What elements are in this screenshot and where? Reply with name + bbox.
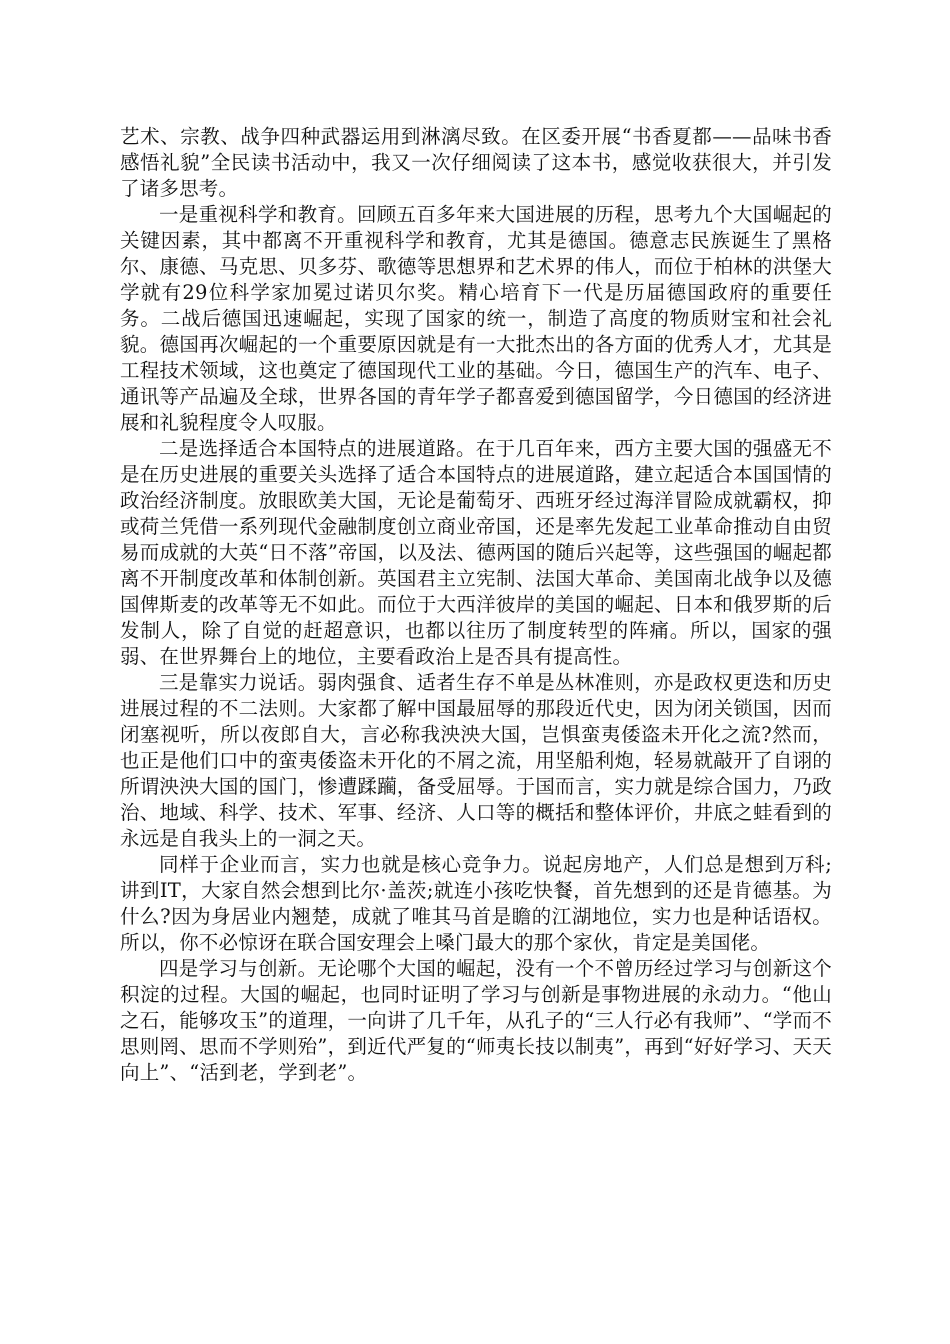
paragraph-enterprise-strength: 同样于企业而言，实力也就是核心竞争力。说起房地产，人们总是想到万科;讲到IT，大家自然会想到比尔·盖茨;就连小孩吃快餐，首先想到的还是肯德基。为什么?因为身居业内翘楚，成就了唯其马首是瞻的江湖地位，实力也是种话语权。所以，你不必惊讶在联合国安理会上嗓门最大的那个家伙，肯定是美国佬。 [120, 853, 832, 954]
document-body [120, 124, 832, 1086]
paragraph-science-education: 一是重视科学和教育。回顾五百多年来大国进展的历程，思考九个大国崛起的关键因素，其中都离不开重视科学和教育，尤其是德国。德意志民族诞生了黑格尔、康德、马克思、贝多芬、歌德等思想界和艺术界的伟人，而位于柏林的洪堡大学就有29位科学家加冕过诺贝尔奖。精心培育下一代是历届德国政府的重要任务。二战后德国迅速崛起，实现了国家的统一，制造了高度的物质财宝和社会礼貌。德国再次崛起的一个重要原因就是有一大批杰出的各方面的优秀人才，尤其是工程技术领域，这也奠定了德国现代工业的基础。今日，德国生产的汽车、电子、通讯等产品遍及全球，世界各国的青年学子都喜爱到德国留学，今日德国的经济进展和礼貌程度令人叹服。 [120, 203, 832, 434]
paragraph-intro-continuation: 艺术、宗教、战争四种武器运用到淋漓尽致。在区委开展“书香夏都——品味书香感悟礼貌”全民读书活动中，我又一次仔细阅读了这本书，感觉收获很大，并引发了诸多思考。 [120, 125, 832, 200]
paragraph-development-path: 二是选择适合本国特点的进展道路。在于几百年来，西方主要大国的强盛无不是在历史进展的重要关头选择了适合本国特点的进展道路，建立起适合本国国情的政治经济制度。放眼欧美大国，无论是葡萄牙、西班牙经过海洋冒险成就霸权，抑或荷兰凭借一系列现代金融制度创立商业帝国，还是率先发起工业革命推动自由贸易而成就的大英“日不落”帝国，以及法、德两国的随后兴起等，这些强国的崛起都离不开制度改革和体制创新。英国君主立宪制、法国大革命、美国南北战争以及德国俾斯麦的改革等无不如此。而位于大西洋彼岸的美国的崛起、日本和俄罗斯的后发制人，除了自觉的赶超意识，也都以往历了制度转型的阵痛。所以，国家的强弱、在世界舞台上的地位，主要看政治上是否具有提高性。 [120, 437, 832, 668]
paragraph-strength: 三是靠实力说话。弱肉强食、适者生存不单是丛林准则，亦是政权更迭和历史进展过程的不二法则。大家都了解中国最屈辱的那段近代史，因为闭关锁国，因而闭塞视听，所以夜郎自大，言必称我泱泱大国，岂惧蛮夷倭盗未开化之流?然而，也正是他们口中的蛮夷倭盗未开化的不屑之流，用坚船利炮，轻易就敲开了自诩的所谓泱泱大国的国门，惨遭蹂躏，备受屈辱。于国而言，实力就是综合国力，乃政治、地域、科学、技术、军事、经济、人口等的概括和整体评价，井底之蛙看到的永远是自我头上的一洞之天。 [120, 671, 832, 850]
paragraph-learning-innovation: 四是学习与创新。无论哪个大国的崛起，没有一个不曾历经过学习与创新这个积淀的过程。大国的崛起，也同时证明了学习与创新是事物进展的永动力。“他山之石，能够攻玉”的道理，一向讲了几千年，从孔子的“三人行必有我师”、“学而不思则罔、思而不学则殆”，到近代严复的“师夷长技以制夷”，再到“好好学习、天天向上”、“活到老，学到老”。 [120, 957, 832, 1084]
